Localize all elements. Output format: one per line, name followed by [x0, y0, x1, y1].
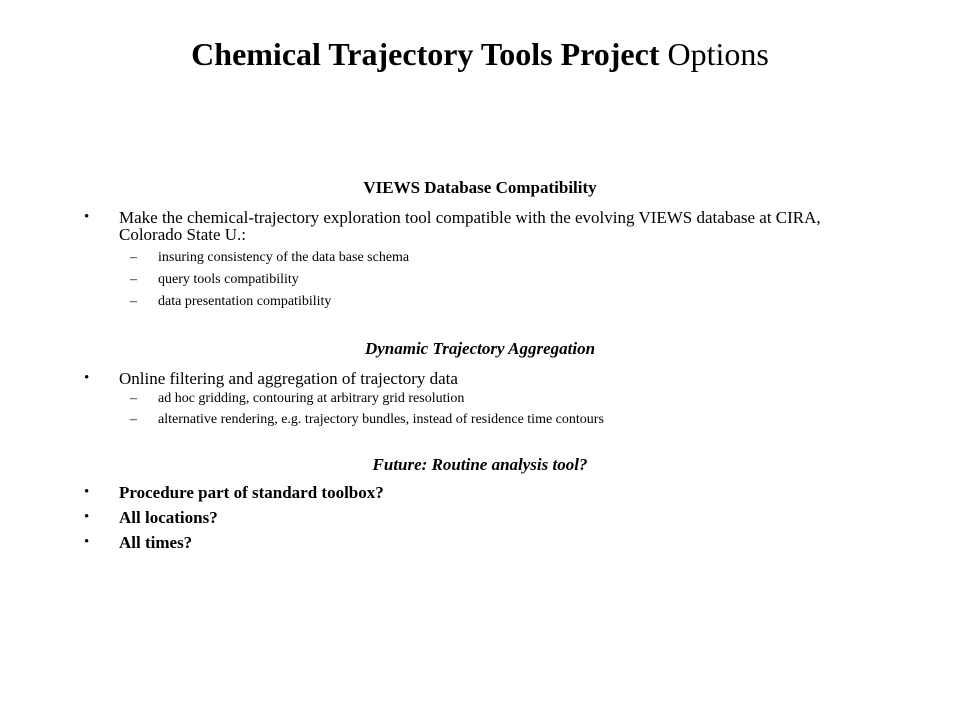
sub-bullet-text: alternative rendering, e.g. trajectory bundles, instead of residence time contours: [158, 412, 604, 427]
sub-bullet-text: insuring consistency of the data base schema: [158, 250, 410, 265]
dash-icon: –: [130, 391, 137, 406]
bullet-dot-icon: •: [84, 484, 90, 500]
sub-bullet-item: [0, 412, 960, 428]
bullet-text: Online filtering and aggregation of trajectory data: [119, 369, 458, 388]
sub-bullet-item: [0, 294, 960, 310]
bullet-dot-icon: •: [84, 509, 90, 525]
bullet-item: [0, 370, 960, 387]
bullet-item: [0, 209, 960, 243]
bullet-item: [0, 509, 960, 526]
sub-bullet-item: [0, 391, 960, 407]
sub-bullet-text: query tools compatibility: [158, 272, 299, 287]
section-heading-views: VIEWS Database Compatibility: [363, 178, 597, 197]
slide-title: [0, 34, 960, 74]
bullet-text: All locations?: [119, 508, 218, 527]
sub-bullet-item: [0, 250, 960, 266]
dash-icon: –: [130, 250, 137, 265]
bullet-item: [0, 534, 960, 551]
sub-bullet-text: ad hoc gridding, contouring at arbitrary grid resolution: [158, 391, 465, 406]
bullet-text: Make the chemical-trajectory exploration tool compatible with the evolving VIEWS database at CIRA, Colorado State U.:: [119, 208, 821, 244]
slide-title-suffix: Options: [667, 36, 769, 72]
section-heading-aggregation: Dynamic Trajectory Aggregation: [364, 339, 596, 358]
bullet-dot-icon: •: [84, 209, 90, 225]
dash-icon: –: [130, 294, 137, 309]
dash-icon: –: [130, 272, 137, 287]
bullet-text: Procedure part of standard toolbox?: [119, 483, 384, 502]
bullet-dot-icon: •: [84, 370, 90, 386]
sub-bullet-text: data presentation compatibility: [158, 294, 332, 309]
slide-body: [0, 178, 960, 551]
bullet-dot-icon: •: [84, 534, 90, 550]
section-heading-future: Future: Routine analysis tool?: [372, 455, 588, 474]
bullet-item: [0, 484, 960, 501]
bullet-text: All times?: [119, 533, 193, 552]
dash-icon: –: [130, 412, 137, 427]
sub-bullet-item: [0, 272, 960, 288]
slide-title-main: Chemical Trajectory Tools Project: [191, 36, 660, 72]
